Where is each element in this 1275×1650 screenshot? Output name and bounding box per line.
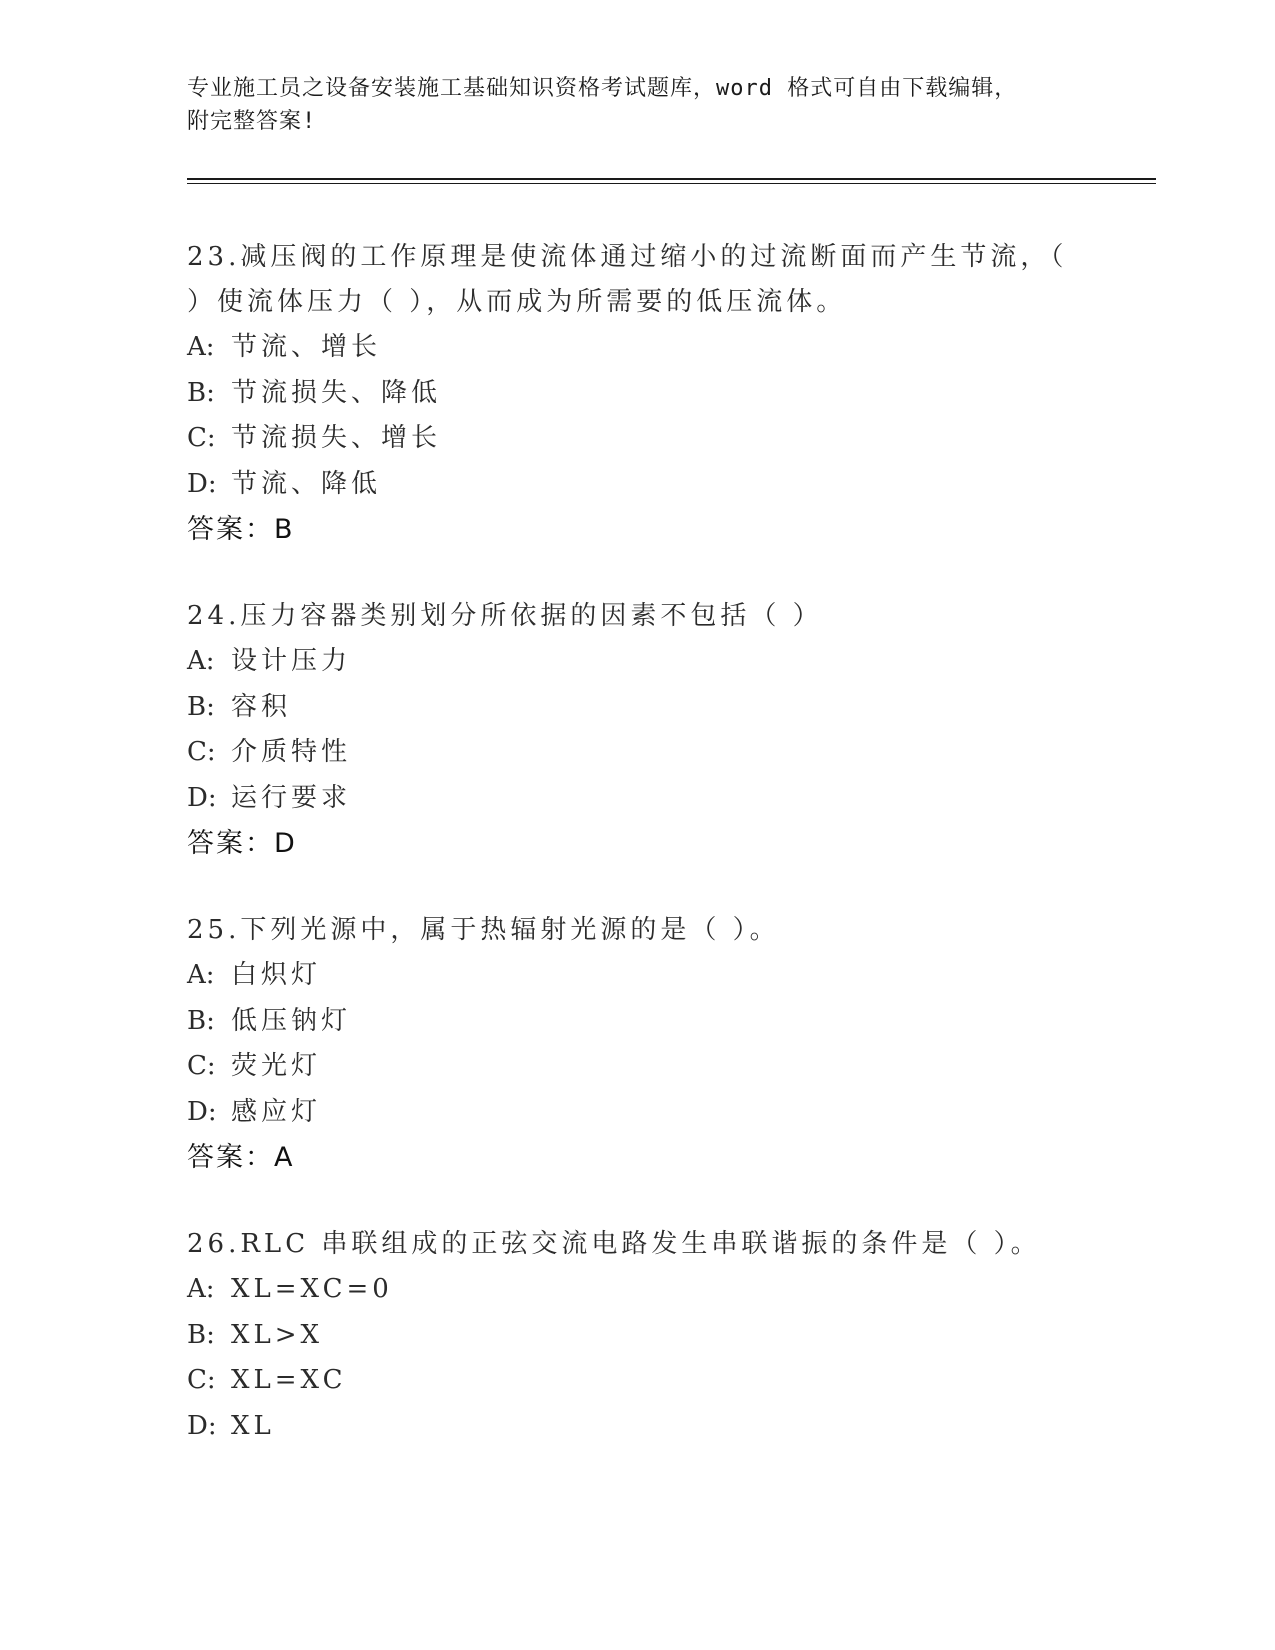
option-a	[187, 1267, 1087, 1313]
question-25	[187, 908, 1087, 1181]
option-b	[187, 1313, 1087, 1359]
header-rule-bottom	[187, 183, 1156, 184]
option-text: 运行要求	[231, 782, 352, 813]
option-letter: B:	[187, 691, 215, 722]
option-text: 节流损失、降低	[231, 377, 442, 408]
option-text: 介质特性	[231, 737, 352, 767]
option-text: 低压钠灯	[231, 1005, 352, 1036]
header-rule-top	[187, 178, 1156, 180]
option-letter: B:	[187, 1319, 215, 1350]
option-c	[187, 416, 1087, 462]
answer-line: 答案：D	[187, 828, 297, 859]
option-a	[187, 325, 1087, 371]
option-letter: D:	[187, 468, 217, 499]
answer-line: 答案：B	[187, 514, 295, 545]
option-text: 荧光灯	[231, 1051, 322, 1081]
option-a	[187, 639, 1087, 685]
question-stem	[187, 235, 1087, 325]
question-stem	[187, 908, 1087, 953]
answer-line: 答案：A	[187, 1142, 295, 1173]
document-header	[187, 72, 1087, 138]
option-text: XL>X	[231, 1319, 324, 1350]
option-text: XL=XC	[231, 1365, 347, 1395]
option-text: 节流损失、增长	[231, 423, 442, 453]
option-letter: C:	[187, 737, 216, 767]
option-d	[187, 1404, 1087, 1450]
question-stem-line-2: ）使流体压力（ ），从而成为所需要的低压流体。	[187, 287, 847, 317]
option-text: 设计压力	[231, 646, 352, 676]
option-letter: A:	[187, 646, 215, 676]
option-text: 节流、增长	[231, 332, 382, 362]
option-text: XL	[231, 1410, 275, 1441]
question-stem	[187, 1222, 1087, 1267]
question-23	[187, 235, 1087, 553]
option-letter: B:	[187, 1005, 215, 1036]
option-letter: C:	[187, 1051, 216, 1081]
question-stem-line-1: 23.减压阀的工作原理是使流体通过缩小的过流断面而产生节流，（	[187, 242, 1068, 272]
option-letter: C:	[187, 1365, 216, 1395]
option-b	[187, 685, 1087, 731]
option-c	[187, 1358, 1087, 1404]
option-d	[187, 1090, 1087, 1136]
option-text: 感应灯	[231, 1096, 322, 1127]
option-text: 节流、降低	[231, 468, 382, 499]
question-24	[187, 594, 1087, 867]
question-stem-line-1: 25.下列光源中，属于热辐射光源的是（ ）。	[187, 915, 780, 945]
option-letter: A:	[187, 1274, 215, 1304]
option-letter: B:	[187, 377, 215, 408]
option-d	[187, 462, 1087, 508]
option-text: 容积	[231, 691, 292, 722]
option-b	[187, 999, 1087, 1045]
option-a	[187, 953, 1087, 999]
question-stem-line-1: 24.压力容器类别划分所依据的因素不包括（ ）	[187, 601, 823, 631]
option-b	[187, 371, 1087, 417]
option-text: 白炽灯	[231, 960, 322, 990]
option-letter: D:	[187, 782, 217, 813]
option-letter: D:	[187, 1096, 217, 1127]
question-stem-line-1: 26.RLC 串联组成的正弦交流电路发生串联谐振的条件是（ ）。	[187, 1229, 1041, 1259]
option-letter: A:	[187, 332, 215, 362]
option-d	[187, 776, 1087, 822]
option-c	[187, 730, 1087, 776]
option-letter: D:	[187, 1410, 217, 1441]
option-letter: C:	[187, 423, 216, 453]
question-stem	[187, 594, 1087, 639]
header-line-1: 专业施工员之设备安装施工基础知识资格考试题库，word 格式可自由下载编辑，	[187, 76, 1018, 101]
option-c	[187, 1044, 1087, 1090]
option-letter: A:	[187, 960, 215, 990]
option-text: XL=XC=0	[231, 1274, 393, 1304]
header-line-2: 附完整答案!	[187, 109, 317, 134]
question-list	[187, 235, 1087, 1490]
question-26	[187, 1222, 1087, 1449]
